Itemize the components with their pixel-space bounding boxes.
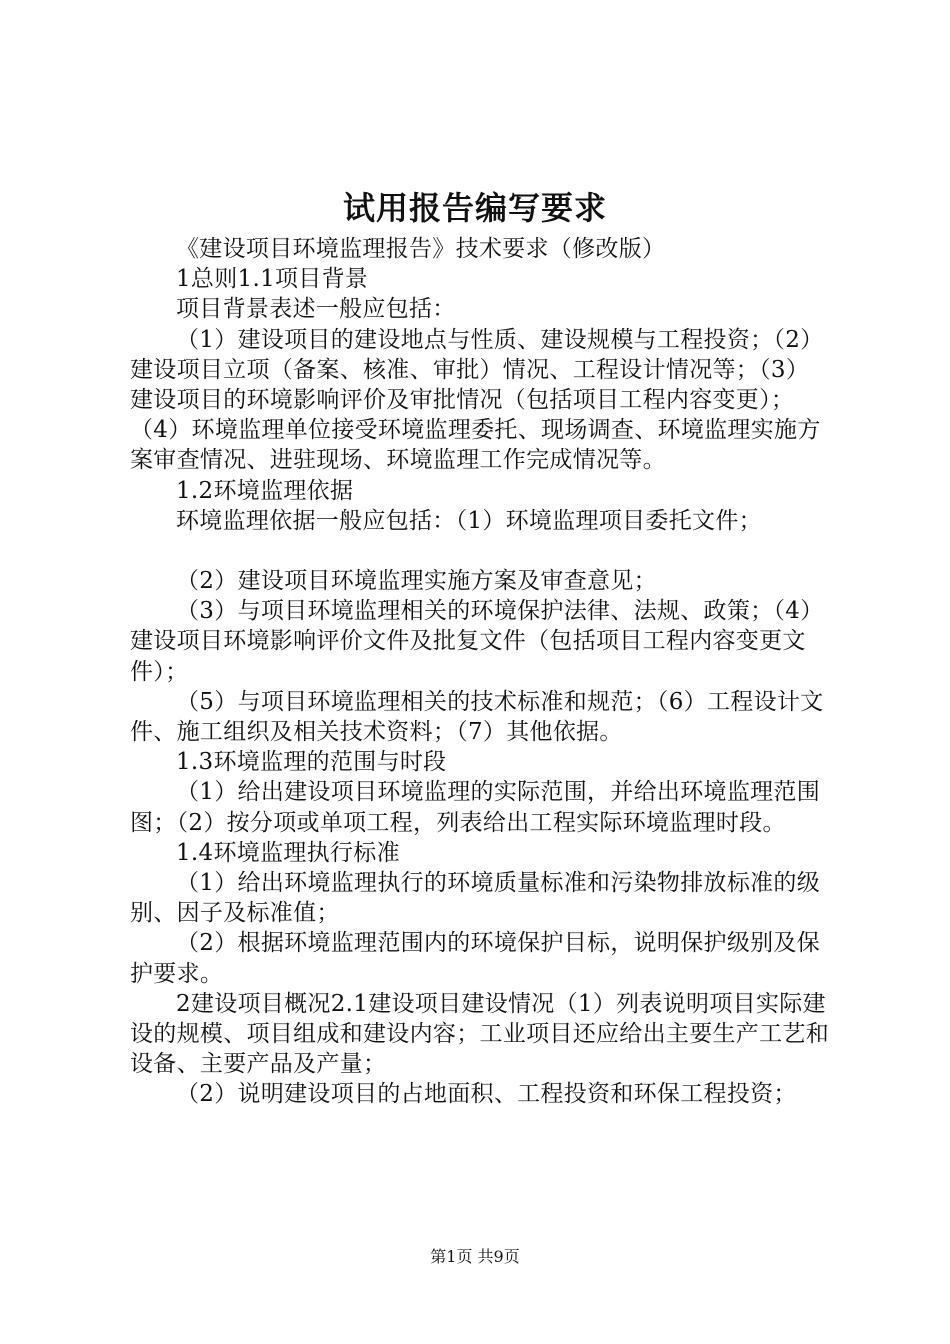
paragraph-background-intro: 项目背景表述一般应包括： (176, 296, 456, 323)
paragraph-basis-intro: 环境监理依据一般应包括：（1）环境监理项目委托文件； (176, 507, 762, 534)
paragraph-background-items: （1）建设项目的建设地点与性质、建设规模与工程投资；（2）建设项目立项（备案、核准、审批）情况、工程设计情况等；（3）建设项目的环境影响评价及审批情况（包括项目工程内容变更）；（4）环境监理单位接受环境监理委托、现场调查、环境监理实施方案审查情况、进驻现场、环境监理工作完成情况等。 (130, 326, 824, 474)
paragraph-subtitle: 《建设项目环境监理报告》技术要求（修改版） (176, 236, 666, 262)
paragraph-basis-item-5-7: （5）与项目环境监理相关的技术标准和规范；（6）工程设计文件、施工组织及相关技术资料；（7）其他依据。 (130, 688, 824, 746)
document-body (130, 234, 830, 1110)
paragraph-section-1-4: 1.4环境监理执行标准 (176, 839, 400, 866)
page-footer: 第1页 共9页 (430, 1247, 520, 1266)
paragraph-section-1-1: 1总则1.1项目背景 (176, 266, 369, 293)
paragraph-section-2: 2建设项目概况2.1建设项目建设情况（1）列表说明项目实际建设的规模、项目组成和建设内容；工业项目还应给出主要生产工艺和设备、主要产品及产量； (130, 990, 829, 1078)
document-title: 试用报告编写要求 (342, 189, 607, 227)
paragraph-standard-item-2: （2）根据环境监理范围内的环境保护目标，说明保护级别及保护要求。 (130, 930, 821, 987)
paragraph-basis-item-3-4: （3）与项目环境监理相关的环境保护法律、法规、政策；（4）建设项目环境影响评价文件及批复文件（包括项目工程内容变更文件）； (130, 598, 824, 685)
paragraph-basis-item-2: （2）建设项目环境监理实施方案及审查意见； (176, 568, 657, 595)
paragraph-overview-item-2: （2）说明建设项目的占地面积、工程投资和环保工程投资； (176, 1081, 797, 1108)
paragraph-section-1-3: 1.3环境监理的范围与时段 (176, 749, 447, 776)
paragraph-scope-items: （1）给出建设项目环境监理的实际范围，并给出环境监理范围图；（2）按分项或单项工程，列表给出工程实际环境监理时段。 (130, 779, 821, 836)
paragraph-standard-item-1: （1）给出环境监理执行的环境质量标准和污染物排放标准的级别、因子及标准值； (130, 870, 821, 927)
paragraph-section-1-2: 1.2环境监理依据 (176, 477, 354, 504)
